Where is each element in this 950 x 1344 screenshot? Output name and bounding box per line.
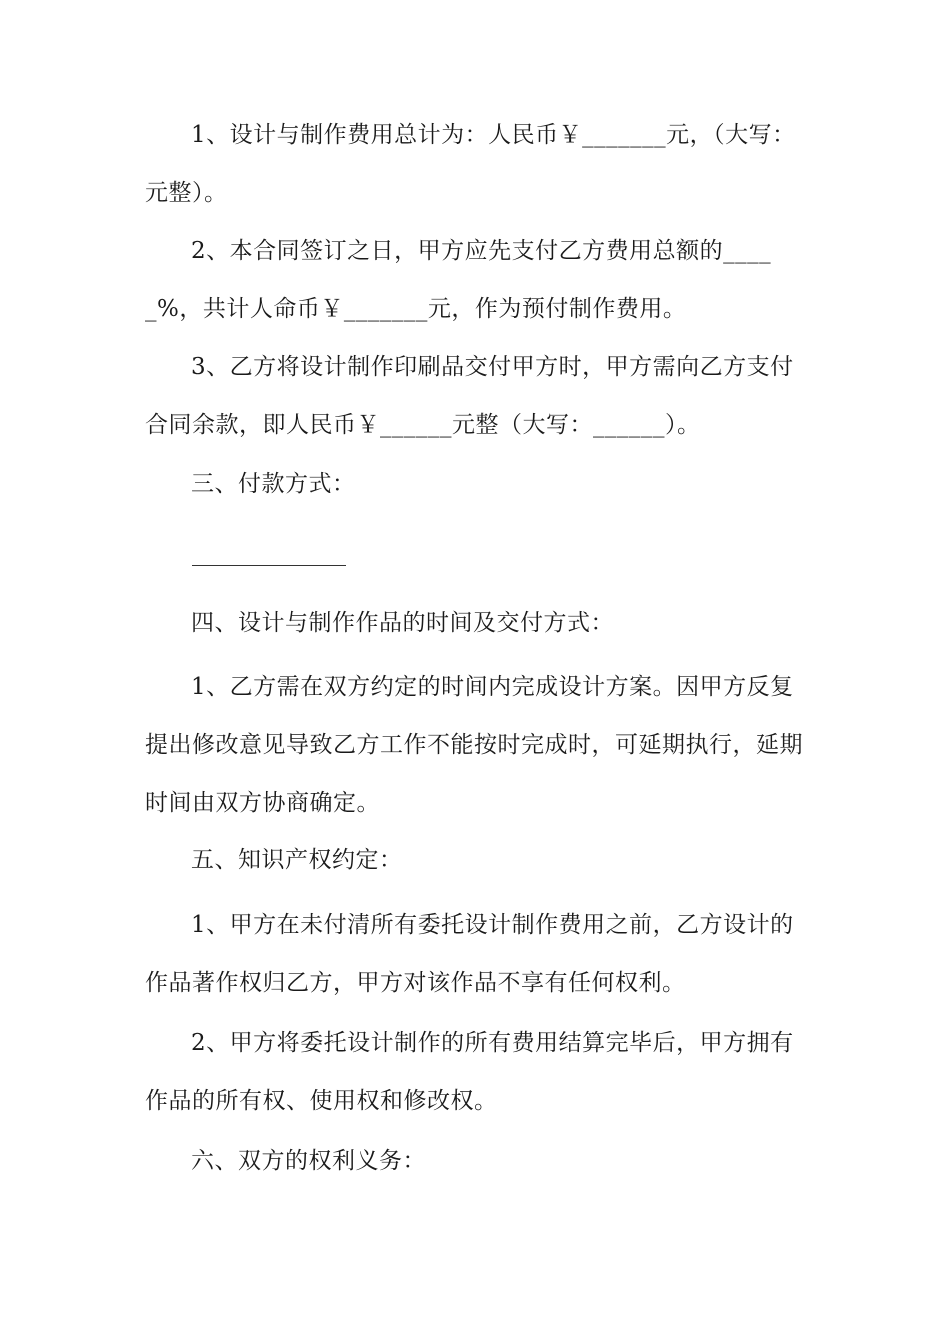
section-heading-ip: 五、知识产权约定： [191,847,403,873]
balance-payment-paragraph: 3、乙方将设计制作印刷品交付甲方时，甲方需向乙方支付合同余款，即人民币￥______元整（大写：______）。 [145,354,794,438]
advance-payment-paragraph: 2、本合同签订之日，甲方应先支付乙方费用总额的_____%，共计人命币￥_______元，作为预付制作费用。 [145,238,772,322]
ip-after-payment-paragraph: 2、甲方将委托设计制作的所有费用结算完毕后，甲方拥有作品的所有权、使用权和修改权。 [145,1030,794,1114]
delivery-terms-paragraph: 1、乙方需在双方约定的时间内完成设计方案。因甲方反复提出修改意见导致乙方工作不能按时完成时，可延期执行，延期时间由双方协商确定。 [145,674,803,816]
section-heading-payment-method: 三、付款方式： [191,471,356,497]
ip-before-payment-paragraph: 1、甲方在未付清所有委托设计制作费用之前，乙方设计的作品著作权归乙方，甲方对该作品不享有任何权利。 [145,912,794,996]
fee-total-paragraph: 1、设计与制作费用总计为：人民币￥_______元，（大写：元整）。 [145,122,796,206]
section-heading-delivery: 四、设计与制作作品的时间及交付方式： [191,610,614,636]
section-heading-rights-obligations: 六、双方的权利义务： [191,1148,426,1174]
fill-in-blank-line [192,565,346,566]
